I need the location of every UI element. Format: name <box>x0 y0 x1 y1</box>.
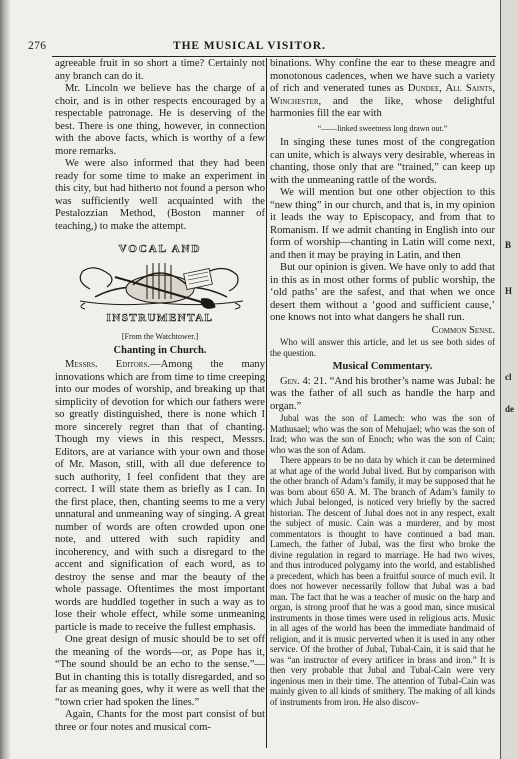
margin-fragment: H <box>505 286 513 296</box>
paragraph <box>270 58 495 121</box>
binding-shadow <box>0 0 10 759</box>
margin-fragment: B <box>505 240 512 250</box>
paragraph-text: and the like, whose delightful harmonies fill the ear with <box>270 95 495 119</box>
editor-note: Who will answer this article, and let us see both sides of the question. <box>270 337 495 358</box>
scripture-text: “And his brother’s name was Jubal: he was the father of all such as handle the harp and organ.” <box>270 375 495 412</box>
scripture-passage <box>270 376 495 414</box>
paragraph: But our opinion is given. We have only to add that in this as in most other forms of public worship, the ‘old paths’ are the safest, and that when we once desert them without a ‘good and sufficient cause,’ one knows not into what dangers he shall run. <box>270 262 495 323</box>
section-title: Musical Commentary. <box>332 361 433 372</box>
scripture-reference: Gen. 4: 21. <box>280 375 327 387</box>
page-title: THE MUSICAL VISITOR. <box>173 40 326 52</box>
paragraph: We will mention but one other objection to this “new thing” in our church, and that is, in my opinion it leads the way to Episcopacy, and from that to Romanism. If we admit chanting in English into our form of worship—chanting in Latin will come next, and then it may be praying in Latin, and then <box>270 187 495 261</box>
paragraph: Again, Chants for the most part consist of but three or four notes and musical com- <box>55 709 265 733</box>
article-title: Chanting in Church. <box>113 344 207 356</box>
signature: Common Sense. <box>431 324 495 336</box>
paragraph: agreeable fruit in so short a time? Certainly not any branch can do it. <box>55 58 265 82</box>
margin-fragment: de <box>505 404 514 414</box>
margin-fragment: cl <box>505 372 512 382</box>
left-column <box>55 58 265 734</box>
vocal-instrumental-engraving <box>55 241 265 327</box>
paragraph <box>55 359 265 634</box>
adjacent-page-edge <box>500 0 518 759</box>
paragraph-text: —Among the many innovations which are from time to time creeping into our modes of worship, and breaking up that simplicity of devotion for which our fathers were so greatly distinguished, there is none which I more sincerely regret than that of chanting. Though my views in this respect, Messrs. Editors, are at variance with your own and those of Mr. Mason, still, with all due deference to such authority, I feel confident that they are correct. I will state them as briefly as I can. In the first place, then, chanting seems to me a very unnatural and unmeaning way of singing. A great number of words are often crowded upon one note, and uttered with such rapidity and incoherency, and with such a disregard to the accent and signification of each word, as to destroy the sense and mar the beauty of the whole passage. Oftentimes the most important words are huddled together in such a way as to lose their whole effect, while some unmeaning particle is made to receive the fullest emphasis. <box>55 359 265 633</box>
column-rule <box>266 58 267 748</box>
engraving-title-top: VOCAL AND <box>118 243 202 255</box>
instrument-still-life <box>80 263 243 309</box>
source-credit: [From the Watchtower.] <box>121 332 199 341</box>
paragraph: Mr. Lincoln we believe has the charge of a choir, and is in other respects encouraged by a respectable patronage. He is deserving of the best. There is one thing, however, in connection with the above facts, which is worthy of a few more remarks. <box>55 83 265 157</box>
running-header <box>28 40 498 54</box>
paragraph: In singing these tunes most of the congregation can unite, which is always very desirable, whereas in chanting, those only that are “trained,” can keep up with the unmeaning rattle of the words. <box>270 137 495 186</box>
commentary-paragraph: Jubal was the son of Lamech: who was the son of Mathusael; who was the son of Mehujael; who was the son of Irad; who was the son of Enoch; who was the son of Cain; who was the son of Adam. <box>270 413 495 455</box>
paragraph: One great design of music should be to set off the meaning of the words—or, as Pope has it, “The sound should be an echo to the sense.”—But in chanting this is totally disregarded, and so far as meaning goes, why it were as well that the “town crier had spoken the lines.” <box>55 634 265 708</box>
salutation: Messrs. Editors. <box>65 359 151 370</box>
page-number: 276 <box>28 40 47 52</box>
paragraph: We were also informed that they had been ready for some time to make an experiment in this city, but had hitherto not found a person who was sufficiently well acquainted with the Pestalozzian Method, (Boston manner of teaching,) to make the attempt. <box>55 158 265 232</box>
quotation: “——linked sweetness long drawn out.” <box>317 123 448 133</box>
header-rule <box>52 56 496 57</box>
paragraph-text: binations. Why confine the ear to these meagre and monotonous cadences, when we have such a variety of rich and venerated tunes as <box>270 58 495 94</box>
engraving-title-bottom: INSTRUMENTAL <box>106 312 214 324</box>
tune-names: Dundee, All Saints, Winchester, <box>270 83 495 107</box>
right-column <box>270 58 495 707</box>
commentary-paragraph: There appears to be no data by which it can be determined at what age of the world Jubal lived. But by comparison with the other branch of Adam’s family, it may be supposed that he was born about 650 A. M. The branch of Adam’s family to which Jubal belonged, is noticed very briefly by the sacred historian. The descent of Jubal does not in any respect, exalt the subject of music. Cain was a murderer, and by most commentators is thought to have continued a bad man. Lamech, the father of Jubal, was the first who broke the divine regulation in regard to marriage. He had two wives, and thus introduced polygamy into the world, and established a precedent, which has been a fruitful source of much evil. It does not however necessarily follow that Jubal was a bad man. The fact that he was a teacher of music on the harp and organ, is strong proof that he was a good man, since musical instruments in those times were used in religious acts. Music in all ages of the world has been the immediate handmaid of religion, and it is music perverted when it is used in any other service. Of the brother of Jubal, Tubal-Cain, it is said that he was “an instructor of every artificer in brass and iron.” It is then very probable that Jubal and Tubal-Cain were very ingenious men in their time. The attention of Tubal-Cain was mainly given to all kinds of smithery. The making of all kinds of instruments from iron. He also discov- <box>270 455 495 707</box>
